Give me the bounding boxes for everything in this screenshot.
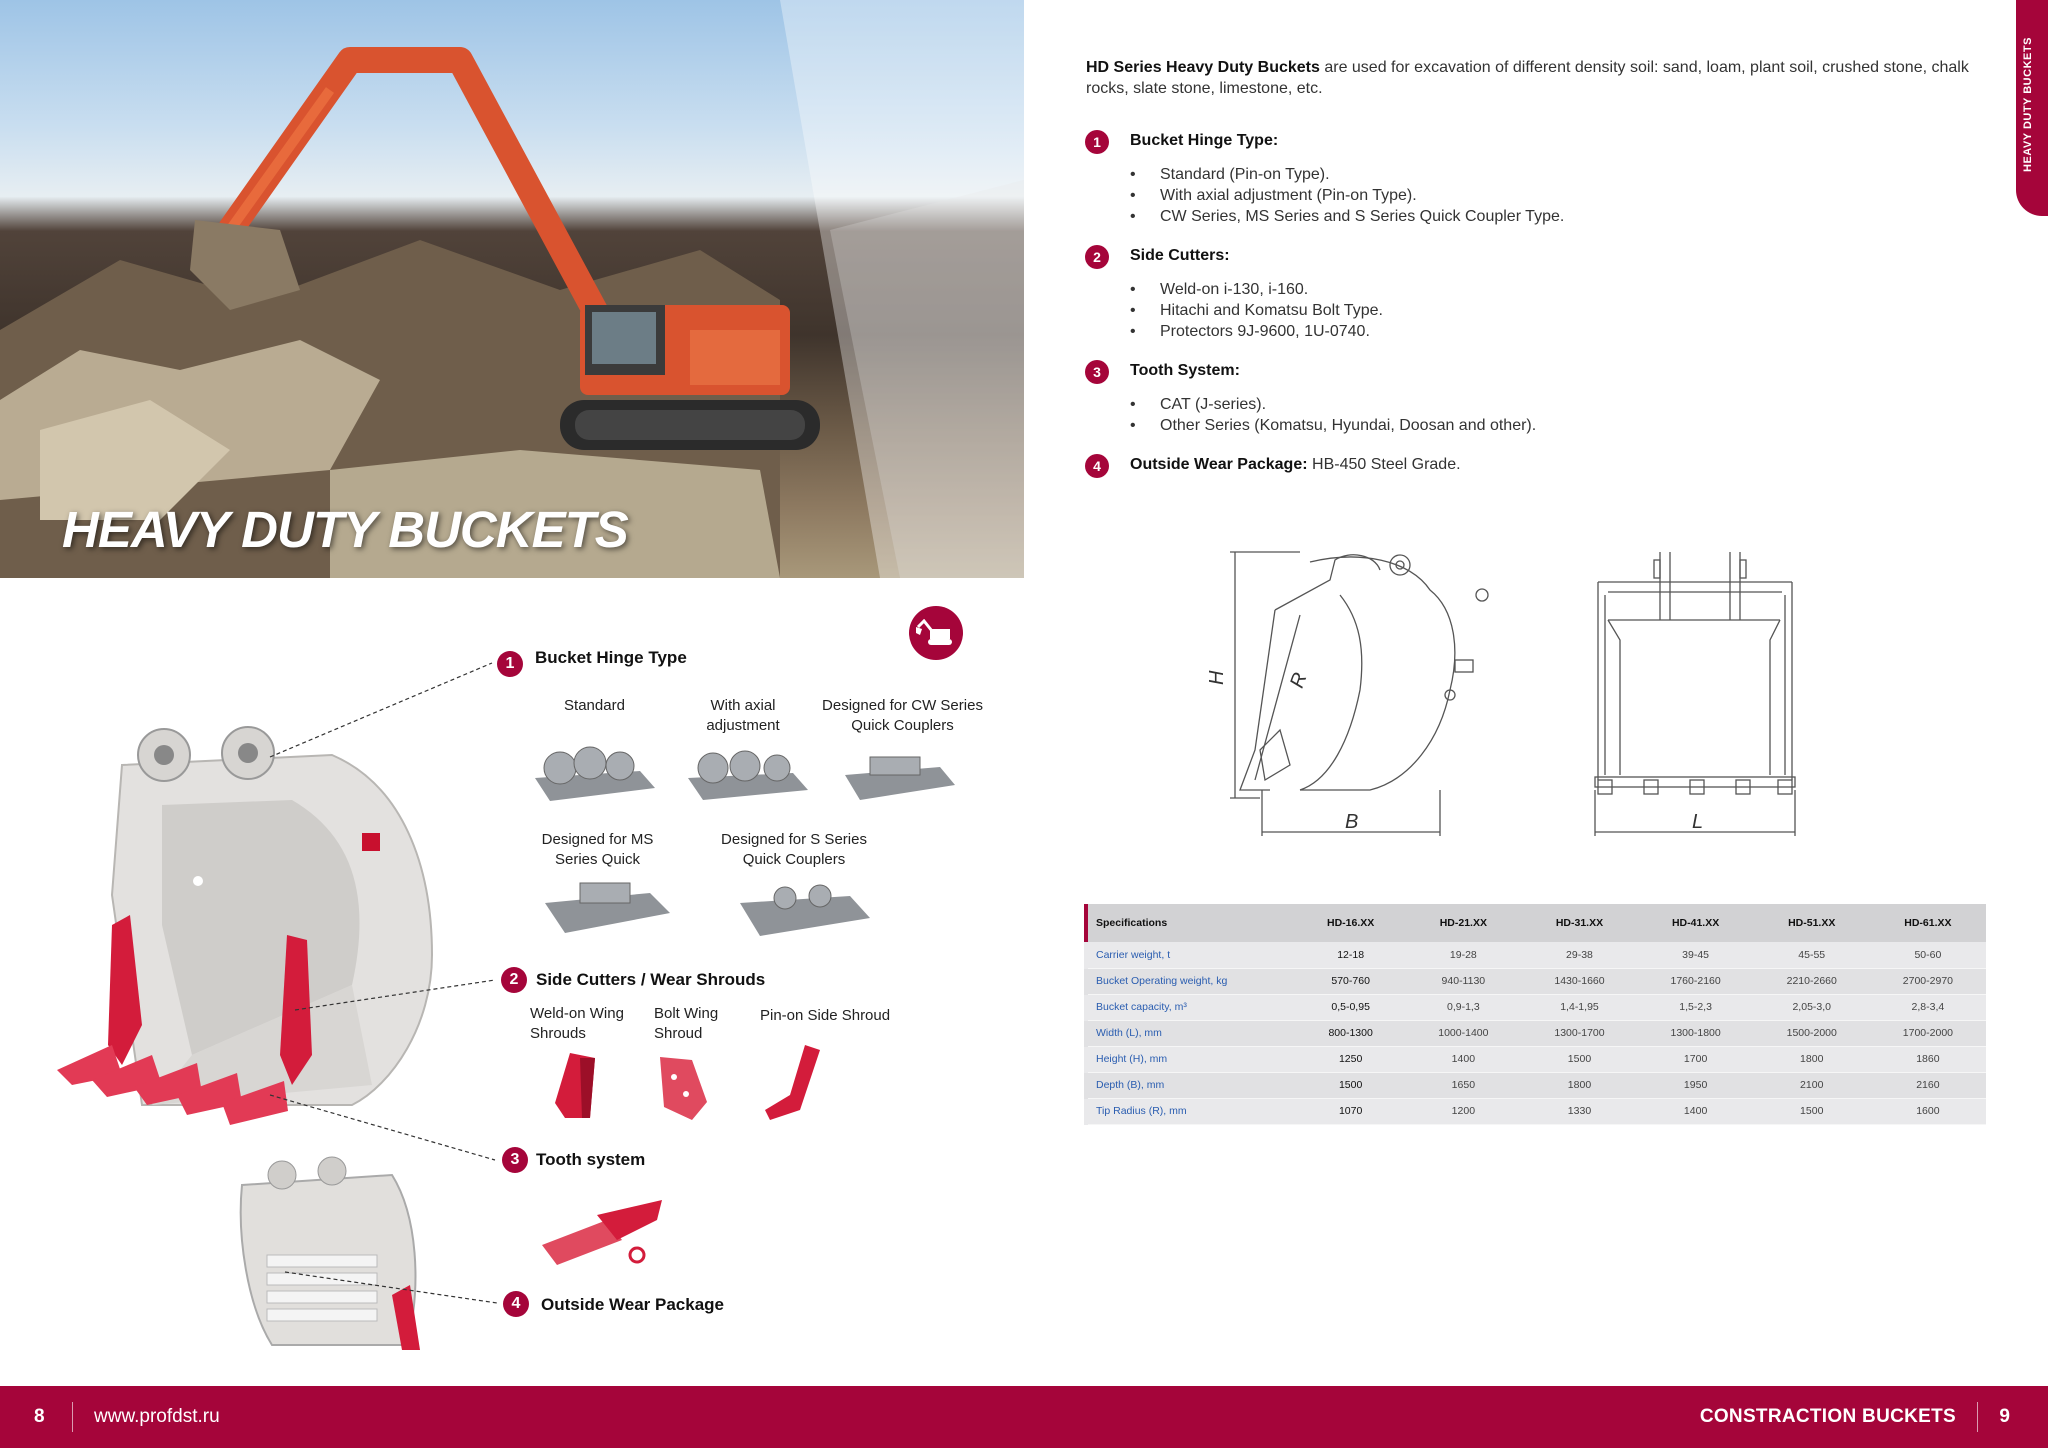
table-cell: 1500 xyxy=(1754,1098,1870,1124)
specifications-table xyxy=(1084,904,1986,1125)
hinge-option-axial: With axial adjustment xyxy=(706,697,780,734)
table-cell: 39-45 xyxy=(1638,942,1754,968)
table-cell: 29-38 xyxy=(1521,942,1637,968)
table-cell: 1400 xyxy=(1405,1046,1521,1072)
list-item: • Other Series (Komatsu, Hyundai, Doosan and other). xyxy=(1130,415,1536,436)
callout-number-3: 3 xyxy=(502,1147,528,1173)
table-cell: 1860 xyxy=(1870,1046,1986,1072)
list-item: • Weld-on i-130, i-160. xyxy=(1130,279,1383,300)
table-row-label: Width (L), mm xyxy=(1086,1020,1296,1046)
callout-title-tooth: Tooth system xyxy=(536,1150,646,1169)
section-title-cutters: Side Cutters: xyxy=(1130,247,1230,264)
table-header: HD-61.XX xyxy=(1870,904,1986,942)
side-tab-label: HEAVY DUTY BUCKETS xyxy=(2022,37,2034,172)
table-cell: 1,4-1,95 xyxy=(1521,994,1637,1020)
intro-paragraph xyxy=(1086,57,1992,99)
table-row xyxy=(1086,1020,1986,1046)
dimension-h-label: H xyxy=(1206,670,1228,685)
section-title: CONSTRACTION BUCKETS xyxy=(1699,1406,1956,1427)
table-cell: 1500 xyxy=(1296,1072,1405,1098)
table-row xyxy=(1086,968,1986,994)
pin-on-side-shroud-icon xyxy=(760,1040,830,1125)
table-header: HD-31.XX xyxy=(1521,904,1637,942)
tooth-system-icon xyxy=(537,1195,667,1270)
table-row-label: Depth (B), mm xyxy=(1086,1072,1296,1098)
table-cell: 0,5-0,95 xyxy=(1296,994,1405,1020)
table-cell: 1430-1660 xyxy=(1521,968,1637,994)
table-cell: 1700-2000 xyxy=(1870,1020,1986,1046)
table-cell: 0,9-1,3 xyxy=(1405,994,1521,1020)
dimension-r-label: R xyxy=(1285,669,1312,691)
table-cell: 1330 xyxy=(1521,1098,1637,1124)
footer-divider xyxy=(1977,1402,1978,1432)
list-item: • Protectors 9J-9600, 1U-0740. xyxy=(1130,321,1383,342)
table-row-label: Carrier weight, t xyxy=(1086,942,1296,968)
bucket-dimension-drawing xyxy=(1200,540,1820,840)
section-number-4: 4 xyxy=(1085,454,1109,478)
table-cell: 800-1300 xyxy=(1296,1020,1405,1046)
section-list-hinge xyxy=(1130,164,1564,227)
table-cell: 1400 xyxy=(1638,1098,1754,1124)
footer-bar xyxy=(0,1386,2048,1448)
table-cell: 2,05-3,0 xyxy=(1754,994,1870,1020)
hinge-option-s: Designed for S Series Quick Couplers xyxy=(721,831,867,868)
hinge-s-icon xyxy=(735,878,875,953)
page-number-left: 8 xyxy=(34,1406,45,1427)
hinge-axial-icon xyxy=(683,738,813,813)
bolt-wing-shroud-icon xyxy=(652,1052,712,1122)
table-cell: 1,5-2,3 xyxy=(1638,994,1754,1020)
section-list-cutters xyxy=(1130,279,1383,342)
table-header: HD-16.XX xyxy=(1296,904,1405,942)
hinge-option-standard: Standard xyxy=(564,697,625,714)
hero-title: HEAVY DUTY BUCKETS xyxy=(62,501,628,558)
table-cell: 45-55 xyxy=(1754,942,1870,968)
hinge-option-cw: Designed for CW Series Quick Couplers xyxy=(822,697,983,734)
table-cell: 1500-2000 xyxy=(1754,1020,1870,1046)
cutter-option-weld-on: Weld-on Wing Shrouds xyxy=(530,1005,624,1042)
intro-lead: HD Series Heavy Duty Buckets xyxy=(1086,59,1320,76)
table-cell: 1950 xyxy=(1638,1072,1754,1098)
table-cell: 1070 xyxy=(1296,1098,1405,1124)
list-item: • With axial adjustment (Pin-on Type). xyxy=(1130,185,1564,206)
cutter-option-pin-on: Pin-on Side Shroud xyxy=(760,1007,891,1024)
footer-divider xyxy=(72,1402,73,1432)
callout-title-wear: Outside Wear Package xyxy=(541,1295,724,1314)
section-list-tooth xyxy=(1130,394,1536,436)
hinge-standard-icon xyxy=(530,733,660,813)
table-cell: 1700 xyxy=(1638,1046,1754,1072)
dimension-b-label: B xyxy=(1345,811,1359,833)
callout-number-4: 4 xyxy=(503,1291,529,1317)
list-item: • CW Series, MS Series and S Series Quick Coupler Type. xyxy=(1130,206,1564,227)
list-item: • CAT (J-series). xyxy=(1130,394,1536,415)
section-number-3: 3 xyxy=(1085,360,1109,384)
website-link[interactable]: www.profdst.ru xyxy=(94,1406,220,1427)
callout-number-2: 2 xyxy=(501,967,527,993)
table-cell: 1300-1800 xyxy=(1638,1020,1754,1046)
table-cell: 12-18 xyxy=(1296,942,1405,968)
callout-title-cutters: Side Cutters / Wear Shrouds xyxy=(536,970,766,989)
table-row xyxy=(1086,1098,1986,1124)
table-header: HD-41.XX xyxy=(1638,904,1754,942)
section-number-2: 2 xyxy=(1085,245,1109,269)
page-number-right: 9 xyxy=(1999,1406,2010,1427)
table-row xyxy=(1086,994,1986,1020)
table-row xyxy=(1086,942,1986,968)
section-title-tooth: Tooth System: xyxy=(1130,362,1240,379)
table-cell: 50-60 xyxy=(1870,942,1986,968)
side-tab xyxy=(2016,0,2048,216)
table-cell: 2160 xyxy=(1870,1072,1986,1098)
weld-on-shroud-icon xyxy=(550,1048,610,1123)
table-cell: 2,8-3,4 xyxy=(1870,994,1986,1020)
dimension-l-label: L xyxy=(1692,811,1704,833)
table-row xyxy=(1086,1046,1986,1072)
table-cell: 940-1130 xyxy=(1405,968,1521,994)
table-cell: 1600 xyxy=(1870,1098,1986,1124)
hinge-cw-icon xyxy=(840,745,960,810)
section-number-1: 1 xyxy=(1085,130,1109,154)
table-cell: 570-760 xyxy=(1296,968,1405,994)
table-cell: 2700-2970 xyxy=(1870,968,1986,994)
table-cell: 1300-1700 xyxy=(1521,1020,1637,1046)
table-cell: 1800 xyxy=(1521,1072,1637,1098)
table-row-label: Bucket Operating weight, kg xyxy=(1086,968,1296,994)
table-cell: 1250 xyxy=(1296,1046,1405,1072)
table-cell: 2100 xyxy=(1754,1072,1870,1098)
intro-text: are used for excavation of different density soil: sand, loam, plant soil, crushed stone, chalk rocks, slate stone, limestone, etc. xyxy=(1086,59,1969,97)
callout-title-hinge: Bucket Hinge Type xyxy=(535,648,687,667)
table-cell: 19-28 xyxy=(1405,942,1521,968)
section-title-wear: Outside Wear Package: HB-450 Steel Grade. xyxy=(1130,456,1461,473)
section-title-hinge: Bucket Hinge Type: xyxy=(1130,132,1279,149)
table-cell: 1760-2160 xyxy=(1638,968,1754,994)
table-row xyxy=(1086,1072,1986,1098)
table-header: HD-21.XX xyxy=(1405,904,1521,942)
table-cell: 2210-2660 xyxy=(1754,968,1870,994)
table-cell: 1800 xyxy=(1754,1046,1870,1072)
list-item: • Standard (Pin-on Type). xyxy=(1130,164,1564,185)
table-cell: 1650 xyxy=(1405,1072,1521,1098)
table-row-label: Height (H), mm xyxy=(1086,1046,1296,1072)
hinge-ms-icon xyxy=(540,878,675,948)
table-header: Specifications xyxy=(1086,904,1296,942)
cutter-option-bolt: Bolt Wing Shroud xyxy=(654,1005,719,1042)
table-cell: 1000-1400 xyxy=(1405,1020,1521,1046)
table-header-row xyxy=(1086,904,1986,942)
hinge-option-ms: Designed for MS Series Quick xyxy=(541,831,654,868)
table-header: HD-51.XX xyxy=(1754,904,1870,942)
table-row-label: Bucket capacity, m³ xyxy=(1086,994,1296,1020)
table-cell: 1200 xyxy=(1405,1098,1521,1124)
callout-leader-lines xyxy=(0,0,1024,1386)
excavator-logo-icon xyxy=(909,606,963,660)
table-cell: 1500 xyxy=(1521,1046,1637,1072)
table-row-label: Tip Radius (R), mm xyxy=(1086,1098,1296,1124)
callout-number-1: 1 xyxy=(497,651,523,677)
list-item: • Hitachi and Komatsu Bolt Type. xyxy=(1130,300,1383,321)
